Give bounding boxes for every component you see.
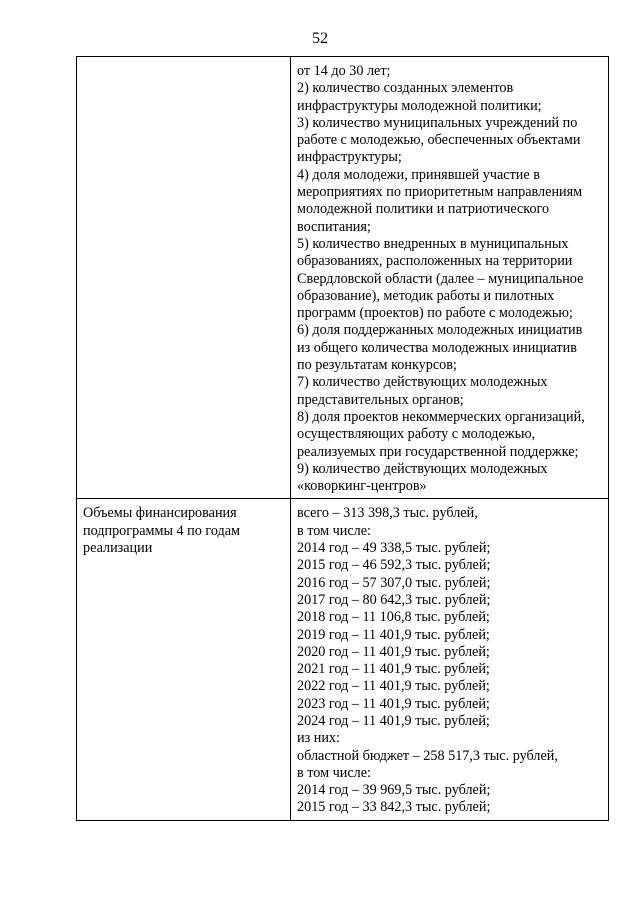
targets-text-line: 7) количество действующих молодежных [297, 374, 548, 391]
targets-text-line: от 14 до 30 лет; [297, 63, 391, 79]
targets-text-line: из общего количества молодежных инициатив [297, 339, 577, 356]
table-row-targets [77, 57, 609, 499]
passport-table [76, 56, 609, 821]
targets-text-line: образование), методик работы и пилотных [297, 287, 555, 304]
page-number: 52 [312, 30, 328, 47]
financing-text-line: 2014 год – 49 338,5 тыс. рублей; [297, 540, 491, 557]
targets-text-line: программ (проектов) по работе с молодежью; [297, 305, 573, 322]
financing-text-line: 2016 год – 57 307,0 тыс. рублей; [297, 574, 491, 591]
targets-text-line: образованиях, расположенных на территории [297, 253, 573, 270]
targets-text-line: 9) количество действующих молодежных [297, 460, 548, 477]
targets-text-line: Свердловской области (далее – муниципальное [297, 270, 584, 287]
targets-text-line: по результатам конкурсов; [297, 357, 457, 374]
financing-text-line: 2019 год – 11 401,9 тыс. рублей; [297, 626, 490, 643]
financing-text-line: всего – 313 398,3 тыс. рублей, [297, 505, 478, 522]
row1-right-cell [291, 57, 609, 499]
row1-left-cell [77, 57, 291, 499]
targets-text-line: реализуемых при государственной поддержке; [297, 443, 579, 460]
financing-text-line: областной бюджет – 258 517,3 тыс. рублей, [297, 747, 558, 764]
financing-text-line: 2014 год – 39 969,5 тыс. рублей; [297, 782, 491, 799]
financing-label-line: реализации [83, 540, 153, 557]
financing-text-line: 2024 год – 11 401,9 тыс. рублей; [297, 712, 490, 729]
targets-text-line: инфраструктуры молодежной политики; [297, 97, 542, 114]
financing-text-line: 2015 год – 46 592,3 тыс. рублей; [297, 557, 491, 574]
targets-text-line: инфраструктуры; [297, 149, 402, 166]
targets-text-line: 8) доля проектов некоммерческих организаций, [297, 408, 585, 425]
targets-text-line: 6) доля поддержанных молодежных инициатив [297, 322, 583, 339]
financing-text-line: 2015 год – 33 842,3 тыс. рублей; [297, 799, 491, 816]
financing-text-line: 2017 год – 80 642,3 тыс. рублей; [297, 591, 491, 608]
targets-text-line: осуществляющих работу с молодежью, [297, 426, 536, 443]
financing-text-line: в том числе: [297, 522, 371, 539]
financing-label-line: подпрограммы 4 по годам [83, 522, 241, 539]
targets-text-line: 3) количество муниципальных учреждений по [297, 114, 578, 131]
targets-text-line: работе с молодежью, обеспеченных объектами [297, 132, 581, 149]
targets-text-line: 4) доля молодежи, принявшей участие в [297, 166, 540, 183]
financing-text-line: 2023 год – 11 401,9 тыс. рублей; [297, 695, 490, 712]
targets-text-line: 5) количество внедренных в муниципальных [297, 235, 569, 252]
financing-text-line: 2020 год – 11 401,9 тыс. рублей; [297, 643, 490, 660]
targets-text-line: воспитания; [297, 218, 371, 235]
targets-text-line: молодежной политики и патриотического [297, 201, 550, 218]
targets-text-line: представительных органов; [297, 391, 464, 408]
table-row-financing [77, 499, 609, 820]
targets-text-line: 2) количество созданных элементов [297, 80, 514, 97]
targets-text-line: мероприятиях по приоритетным направлениям [297, 184, 583, 201]
financing-text-line: 2022 год – 11 401,9 тыс. рублей; [297, 678, 490, 695]
financing-text-line: 2018 год – 11 106,8 тыс. рублей; [297, 609, 490, 626]
targets-text-line: «коворкинг-центров» [297, 478, 427, 495]
financing-text-line: 2021 год – 11 401,9 тыс. рублей; [297, 661, 490, 678]
row2-left-cell [77, 499, 291, 820]
financing-text-line: в том числе: [297, 764, 371, 781]
row2-right-cell [291, 499, 609, 820]
financing-text-line: из них: [297, 730, 340, 747]
financing-label-line: Объемы финансирования [83, 505, 237, 522]
